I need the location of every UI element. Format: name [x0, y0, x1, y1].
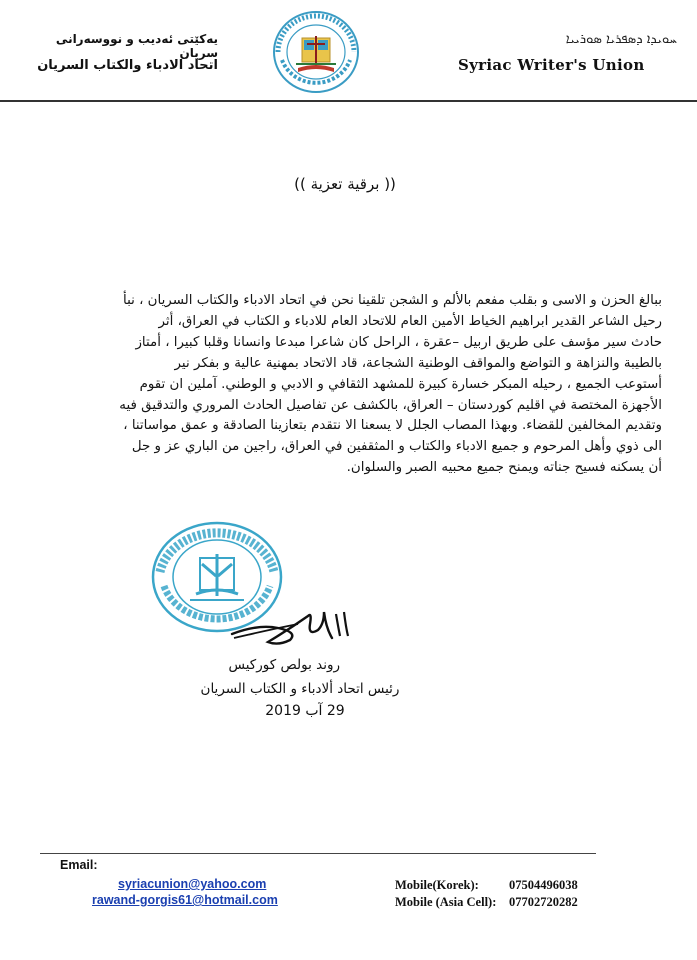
arabic-union-name: اتحاد الادباء والكتاب السريان	[37, 58, 218, 73]
phone-label: Mobile (Asia Cell):	[395, 895, 497, 909]
body-line: الأجهزة المختصة في اقليم كوردستان – العراق، بالكشف عن تفاصيل الحادث المروري والتدقيق فيه	[119, 397, 662, 413]
phone-label: Mobile(Korek):	[395, 878, 479, 892]
footer-divider	[40, 853, 596, 854]
handwritten-signature	[228, 594, 358, 654]
body-line: ببالغ الحزن و الاسى و بقلب مفعم بالألم و الشجن تلقينا نحن في اتحاد الادباء والكتاب السريان ، نبأ	[122, 293, 662, 308]
email-link[interactable]: rawand-gorgis61@hotmail.com	[92, 893, 278, 907]
phone-number: 07702720282	[509, 895, 578, 909]
header-divider	[0, 100, 697, 102]
email-label: Email:	[60, 858, 98, 872]
english-union-name: Syriac Writer's Union	[458, 56, 645, 74]
body-line: أن يسكنه فسيح جناته ويمنح جميع محبيه الصبر والسلوان.	[346, 460, 662, 476]
union-logo-icon	[272, 10, 360, 94]
phone-number: 07504496038	[509, 878, 578, 892]
signer-role: رئيس اتحاد ألادباء و الكتاب السريان	[200, 681, 400, 697]
body-line: الى ذوي وأهل المرحوم و جميع الادباء والكتاب و المثقفين في العراق، راجين من الباري عز و جل	[131, 439, 662, 455]
kurdish-union-name: یەکێتی ئەدیب و نووسەرانی سریان	[55, 32, 218, 60]
condolence-message	[38, 291, 662, 479]
syriac-union-name: ܚܘܝܕܐ ܕܣܦܪܝܐ ܣܘܪܝܝܐ	[565, 32, 677, 47]
body-line: وتقديم المخالفين للقضاء. وبهذا المصاب الجلل لا يسعنا الا نتقدم بتعازينا الصادقة و عمق مواساتنا ،	[123, 418, 662, 434]
page-title: (( برقية تعزية ))	[294, 175, 396, 193]
email-link[interactable]: syriacunion@yahoo.com	[118, 877, 267, 891]
body-line: أستوعب الجميع ، رحيله المبكر خسارة كبيرة للمشهد الثقافي و الادبي و الوطني. آملين ان تقوم	[139, 376, 662, 392]
signer-name: روند بولص كوركيس	[228, 657, 340, 673]
body-line: بالطيبة والنزاهة و التواضع والمواقف الوطنية الشجاعة، قاد الاتحاد بمهنية عالية و بفكر نير	[174, 355, 662, 371]
body-line: رحيل الشاعر القدير ابراهيم الخياط الأمين العام للاتحاد العام للادباء و الكتاب في العراق، أثر	[158, 313, 662, 329]
body-line: حادث سير مؤسف على طريق اربيل –عقرة ، الراحل كان شاعرا مبدعا وانسانا وقلبا كبيرا ، أمتاز	[135, 334, 662, 350]
letter-date: 29 آب 2019	[265, 703, 345, 719]
